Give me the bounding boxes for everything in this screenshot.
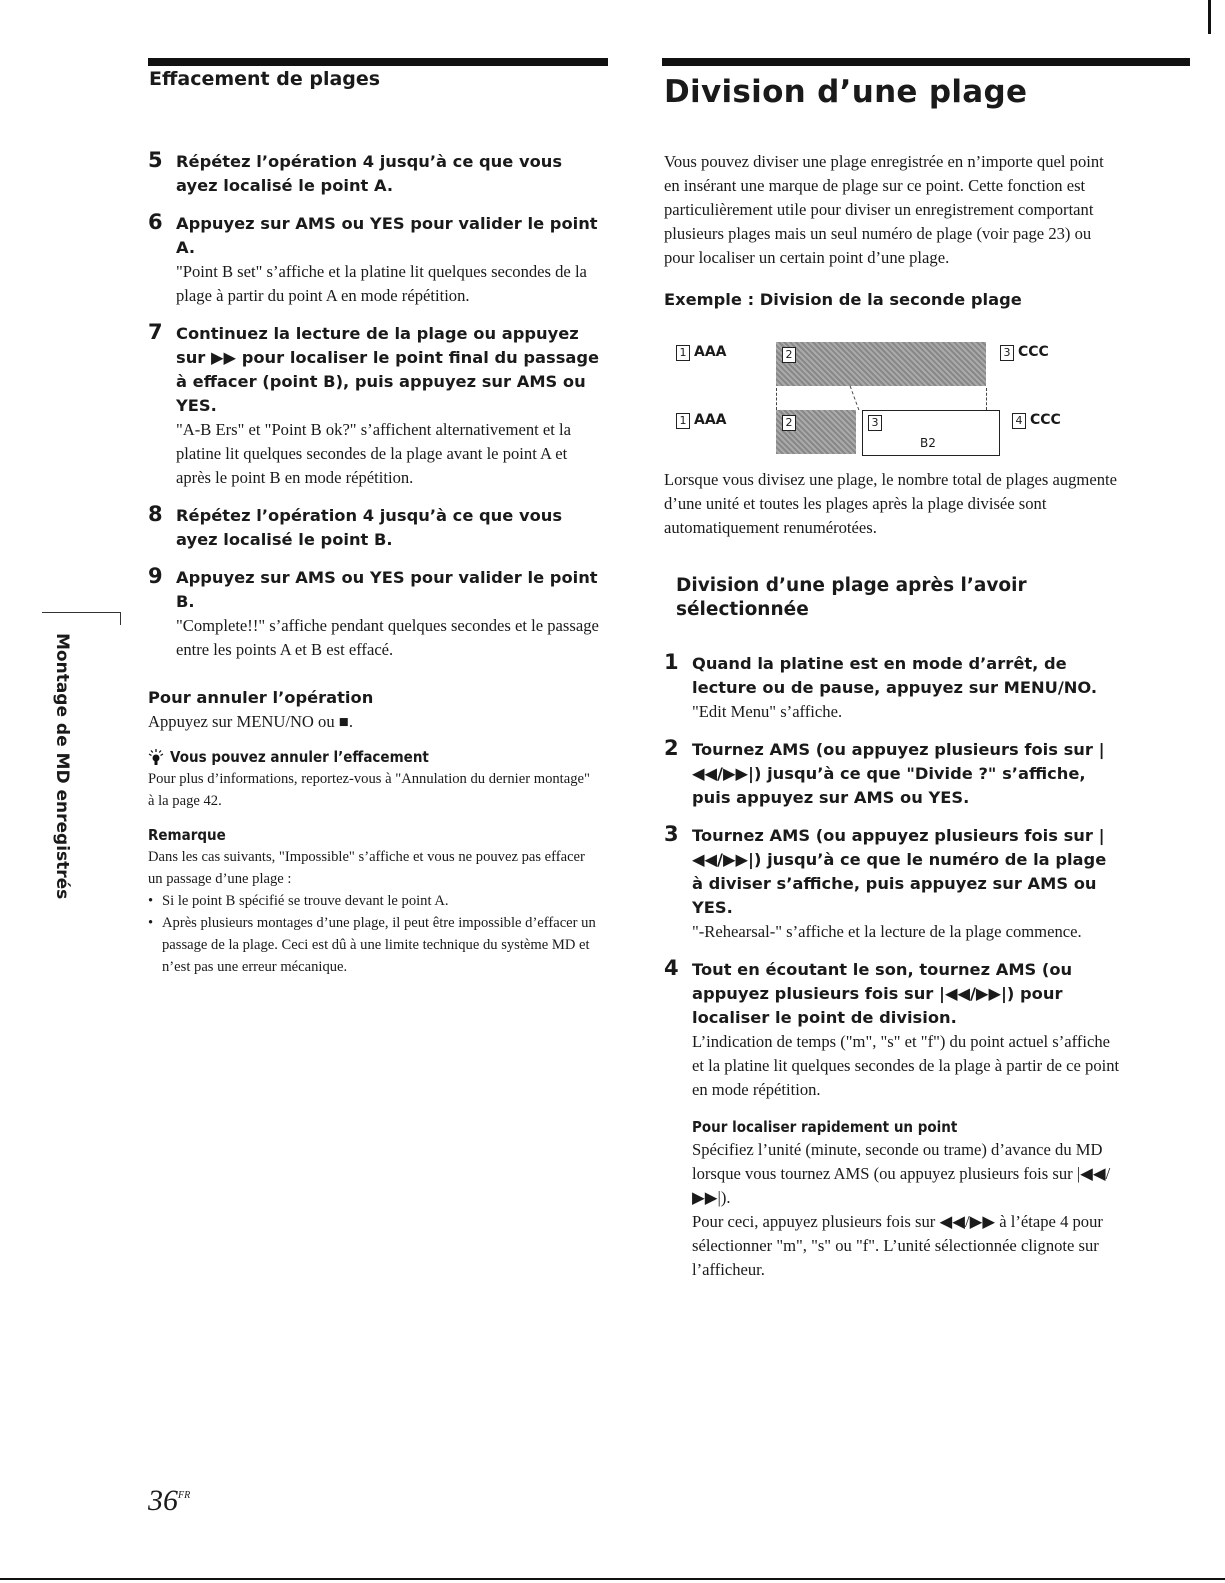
quick-locate-text: Spécifiez l’unité (minute, seconde ou trame) d’avance du MD lorsque vous tournez AMS (ou appuyez plusieurs fois sur |◀◀/▶▶|).	[692, 1140, 1111, 1207]
left-column	[148, 150, 600, 978]
note-heading: Remarque	[148, 826, 226, 844]
right-column-lower	[664, 468, 1120, 1282]
split-guide-line	[850, 386, 860, 410]
section-title-right: Division d’une plage	[664, 74, 1028, 110]
tip-text: Pour plus d’informations, reportez-vous à "Annulation du dernier montage" à la page 42.	[148, 771, 590, 809]
step-title: Tournez AMS (ou appuyez plusieurs fois sur |◀◀/▶▶|) jusqu’à ce que "Divide ?" s’affiche, puis appuyez sur AMS ou YES.	[692, 740, 1105, 807]
track-2-label	[782, 414, 800, 431]
track-title: CCC	[1018, 344, 1049, 360]
step-title: Tout en écoutant le son, tournez AMS (ou appuyez plusieurs fois sur |◀◀/▶▶|) pour localiser le point de division.	[692, 960, 1073, 1027]
renumber-paragraph: Lorsque vous divisez une plage, le nombre total de plages augmente d’une unité et toutes les plages après la plage divisée sont automatiquement renumérotées.	[664, 470, 1117, 537]
new-track-label	[868, 414, 886, 431]
step-number: 7	[148, 320, 163, 344]
note-text: Dans les cas suivants, "Impossible" s’affiche et vous ne pouvez pas effacer un passage d’une plage :	[148, 849, 585, 887]
step-9	[148, 566, 600, 662]
chapter-tab-marker	[42, 612, 121, 625]
track-1-label	[676, 412, 727, 429]
split-guide-line	[776, 388, 777, 410]
left-header-rule	[148, 58, 608, 66]
example-heading: Exemple : Division de la seconde plage	[664, 290, 1022, 309]
step-1	[664, 652, 1120, 724]
section-title-left: Effacement de plages	[149, 68, 381, 90]
track-2-label	[782, 346, 800, 363]
step-number: 8	[148, 502, 163, 526]
step-title: Appuyez sur AMS ou YES pour valider le point A.	[176, 214, 598, 257]
intro-paragraph: Vous pouvez diviser une plage enregistrée en n’importe quel point en insérant une marque de plage sur ce point. Cette fonction est particulièrement utile pour diviser un enregistrement comportant plusieurs plages mais un seul numéro de plage (voir page 23) ou pour localiser un certain point d’une plage.	[664, 152, 1104, 267]
step-number: 9	[148, 564, 163, 588]
step-number: 4	[664, 956, 679, 980]
split-guide-line	[986, 388, 987, 410]
lightbulb-icon	[148, 748, 164, 768]
step-body: "Point B set" s’affiche et la platine lit quelques secondes de la plage à partir du point A en mode répétition.	[176, 262, 587, 305]
step-body: "A-B Ers" et "Point B ok?" s’affichent alternativement et la platine lit quelques secondes de la plage avant le point A et après le point B en mode répétition.	[176, 420, 571, 487]
cancel-text: Appuyez sur MENU/NO ou ■.	[148, 712, 353, 731]
step-title: Appuyez sur AMS ou YES pour valider le point B.	[176, 568, 598, 611]
track-number-box: 1	[676, 413, 690, 429]
track-number-box: 4	[1012, 413, 1026, 429]
list-item: • Après plusieurs montages d’une plage, il peut être impossible d’effacer un passage de la plage. Ceci est dû à une limite technique du système MD et n’est pas une erreur mécanique.	[148, 912, 600, 978]
track-number-box: 3	[868, 415, 882, 431]
step-6	[148, 212, 600, 308]
cancel-heading: Pour annuler l’opération	[148, 688, 374, 707]
track-number-box: 2	[782, 415, 796, 431]
quick-locate-heading: Pour localiser rapidement un point	[692, 1118, 958, 1136]
step-8	[148, 504, 600, 552]
track-3-label	[1000, 344, 1049, 361]
quick-locate-text-2: Pour ceci, appuyez plusieurs fois sur ◀◀/▶▶ à l’étape 4 pour sélectionner "m", "s" ou "f". L’unité sélectionnée clignote sur l’afficheur.	[692, 1212, 1103, 1279]
step-title: Tournez AMS (ou appuyez plusieurs fois sur |◀◀/▶▶|) jusqu’à ce que le numéro de la plage à diviser s’affiche, puis appuyez sur AMS ou YES.	[692, 826, 1107, 917]
step-7	[148, 322, 600, 490]
step-body: "Edit Menu" s’affiche.	[692, 702, 843, 721]
subsection-title: Division d’une plage après l’avoir sélectionnée	[676, 575, 1027, 620]
step-title: Répétez l’opération 4 jusqu’à ce que vous ayez localisé le point A.	[176, 152, 563, 195]
track-number-box: 3	[1000, 345, 1014, 361]
track-1-label	[676, 344, 727, 361]
track-title: AAA	[694, 344, 727, 360]
step-5	[148, 150, 600, 198]
track-4-label	[1012, 412, 1061, 429]
track-number-box: 2	[782, 347, 796, 363]
list-item: • Si le point B spécifié se trouve devant le point A.	[148, 890, 600, 912]
step-title: Répétez l’opération 4 jusqu’à ce que vous ayez localisé le point B.	[176, 506, 563, 549]
chapter-tab	[52, 633, 76, 903]
page-language-suffix: FR	[178, 1490, 191, 1501]
right-column	[664, 150, 1120, 312]
step-3	[664, 824, 1120, 944]
right-header-rule	[662, 58, 1190, 66]
step-number: 5	[148, 148, 163, 172]
page-number	[148, 1484, 190, 1518]
page-edge-mark	[1208, 0, 1211, 34]
chapter-tab-label: Montage de MD enregistrés	[52, 633, 72, 900]
step-body: L’indication de temps ("m", "s" et "f") du point actuel s’affiche et la platine lit quelques secondes de la plage à partir de ce point en mode répétition.	[692, 1032, 1120, 1099]
step-body: "-Rehearsal-" s’affiche et la lecture de la plage commence.	[692, 922, 1082, 941]
track-number-box: 1	[676, 345, 690, 361]
track-title: AAA	[694, 412, 727, 428]
step-number: 6	[148, 210, 163, 234]
step-title: Continuez la lecture de la plage ou appuyez sur ▶▶ pour localiser le point final du passage à effacer (point B), puis appuyez sur AMS ou YES.	[176, 324, 600, 415]
page-number-value: 36	[148, 1484, 178, 1517]
split-track-diagram	[664, 342, 1084, 460]
track-2-block	[776, 342, 986, 386]
track-title: CCC	[1030, 412, 1061, 428]
new-track-title: B2	[920, 436, 936, 450]
step-2	[664, 738, 1120, 810]
tip-heading: Vous pouvez annuler l’effacement	[170, 748, 429, 766]
bottom-page-rule	[0, 1578, 1225, 1580]
step-number: 3	[664, 822, 679, 846]
tip-heading-row	[148, 746, 600, 768]
note-list	[148, 890, 600, 978]
step-number: 2	[664, 736, 679, 760]
step-body: "Complete!!" s’affiche pendant quelques secondes et le passage entre les points A et B est effacé.	[176, 616, 599, 659]
step-number: 1	[664, 650, 679, 674]
step-4	[664, 958, 1120, 1102]
step-title: Quand la platine est en mode d’arrêt, de lecture ou de pause, appuyez sur MENU/NO.	[692, 654, 1098, 697]
